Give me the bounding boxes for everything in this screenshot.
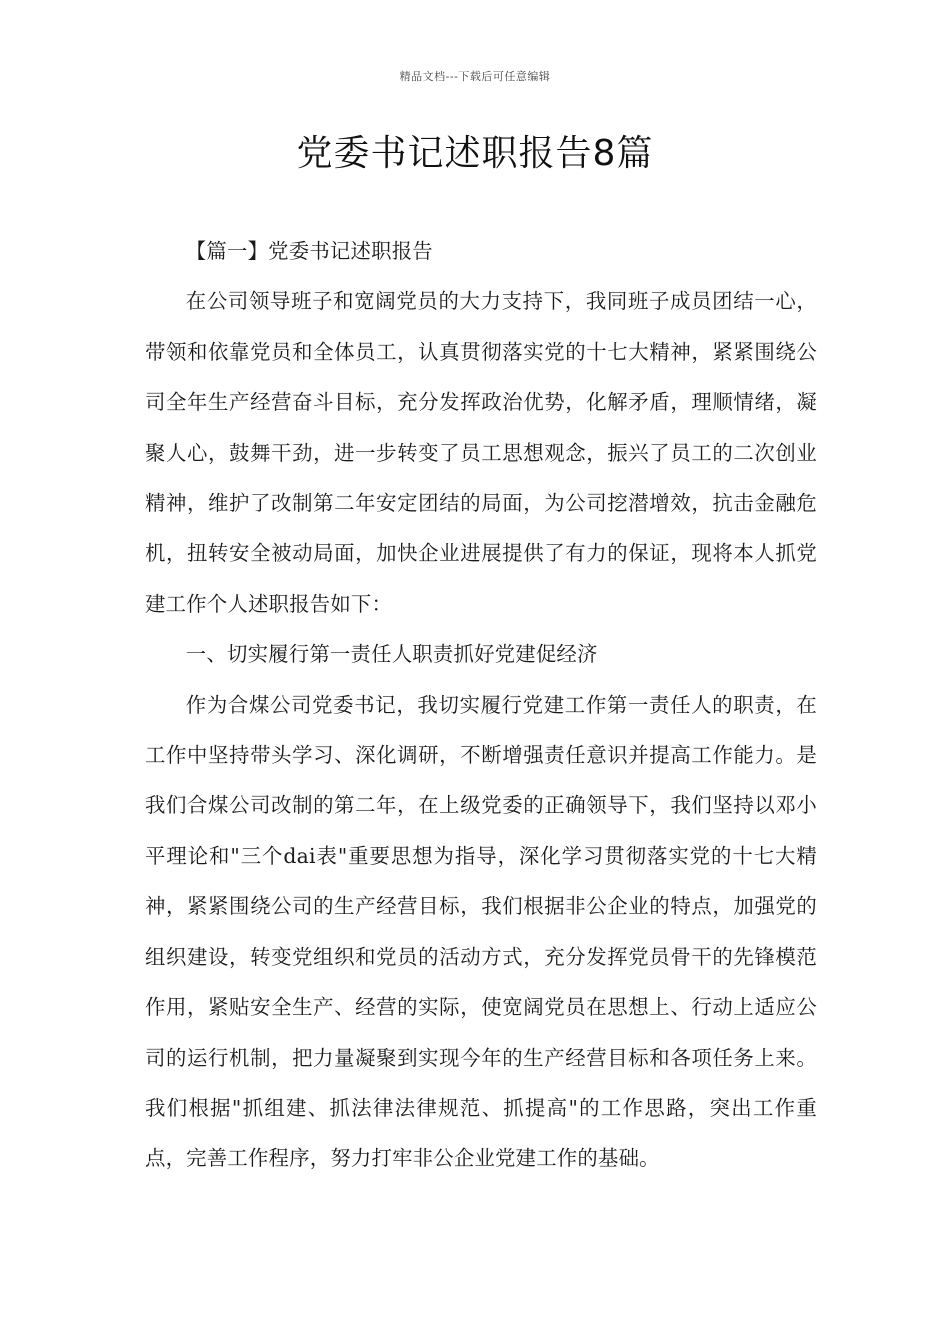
document-body: [145, 226, 817, 1184]
document-title: 党委书记述职报告8篇: [296, 133, 654, 174]
body-paragraph-one: 作为合煤公司党委书记，我切实履行党建工作第一责任人的职责，在工作中坚持带头学习、深化调研，不断增强责任意识并提高工作能力。是我们合煤公司改制的第二年，在上级党委的正确领导下，我们坚持以邓小平理论和"三个dai表"重要思想为指导，深化学习贯彻落实党的十七大精神，紧紧围绕公司的生产经营目标，我们根据非公企业的特点，加强党的组织建设，转变党组织和党员的活动方式，充分发挥党员骨干的先锋模范作用，紧贴安全生产、经营的实际，使宽阔党员在思想上、行动上适应公司的运行机制，把力量凝聚到实现今年的生产经营目标和各项任务上来。我们根据"抓组建、抓法律法律规范、抓提高"的工作思路，突出工作重点，完善工作程序，努力打牢非公企业党建工作的基础。: [145, 692, 817, 1171]
body-paragraph-intro: 在公司领导班子和宽阔党员的大力支持下，我同班子成员团结一心，带领和依靠党员和全体员工，认真贯彻落实党的十七大精神，紧紧围绕公司全年生产经营奋斗目标，充分发挥政治优势，化解矛盾，理顺情绪，凝聚人心，鼓舞干劲，进一步转变了员工思想观念，振兴了员工的二次创业精神，维护了改制第二年安定团结的局面，为公司挖潜增效，抗击金融危机，扭转安全被动局面，加快企业进展提供了有力的保证，现将本人抓党建工作个人述职报告如下：: [145, 289, 817, 616]
section-heading-part-one: 【篇一】党委书记述职报告: [185, 239, 433, 263]
page-header-note: 精品文档---下载后可任意编辑: [399, 70, 551, 83]
section-heading-one: 一、切实履行第一责任人职责抓好党建促经济: [185, 642, 598, 667]
